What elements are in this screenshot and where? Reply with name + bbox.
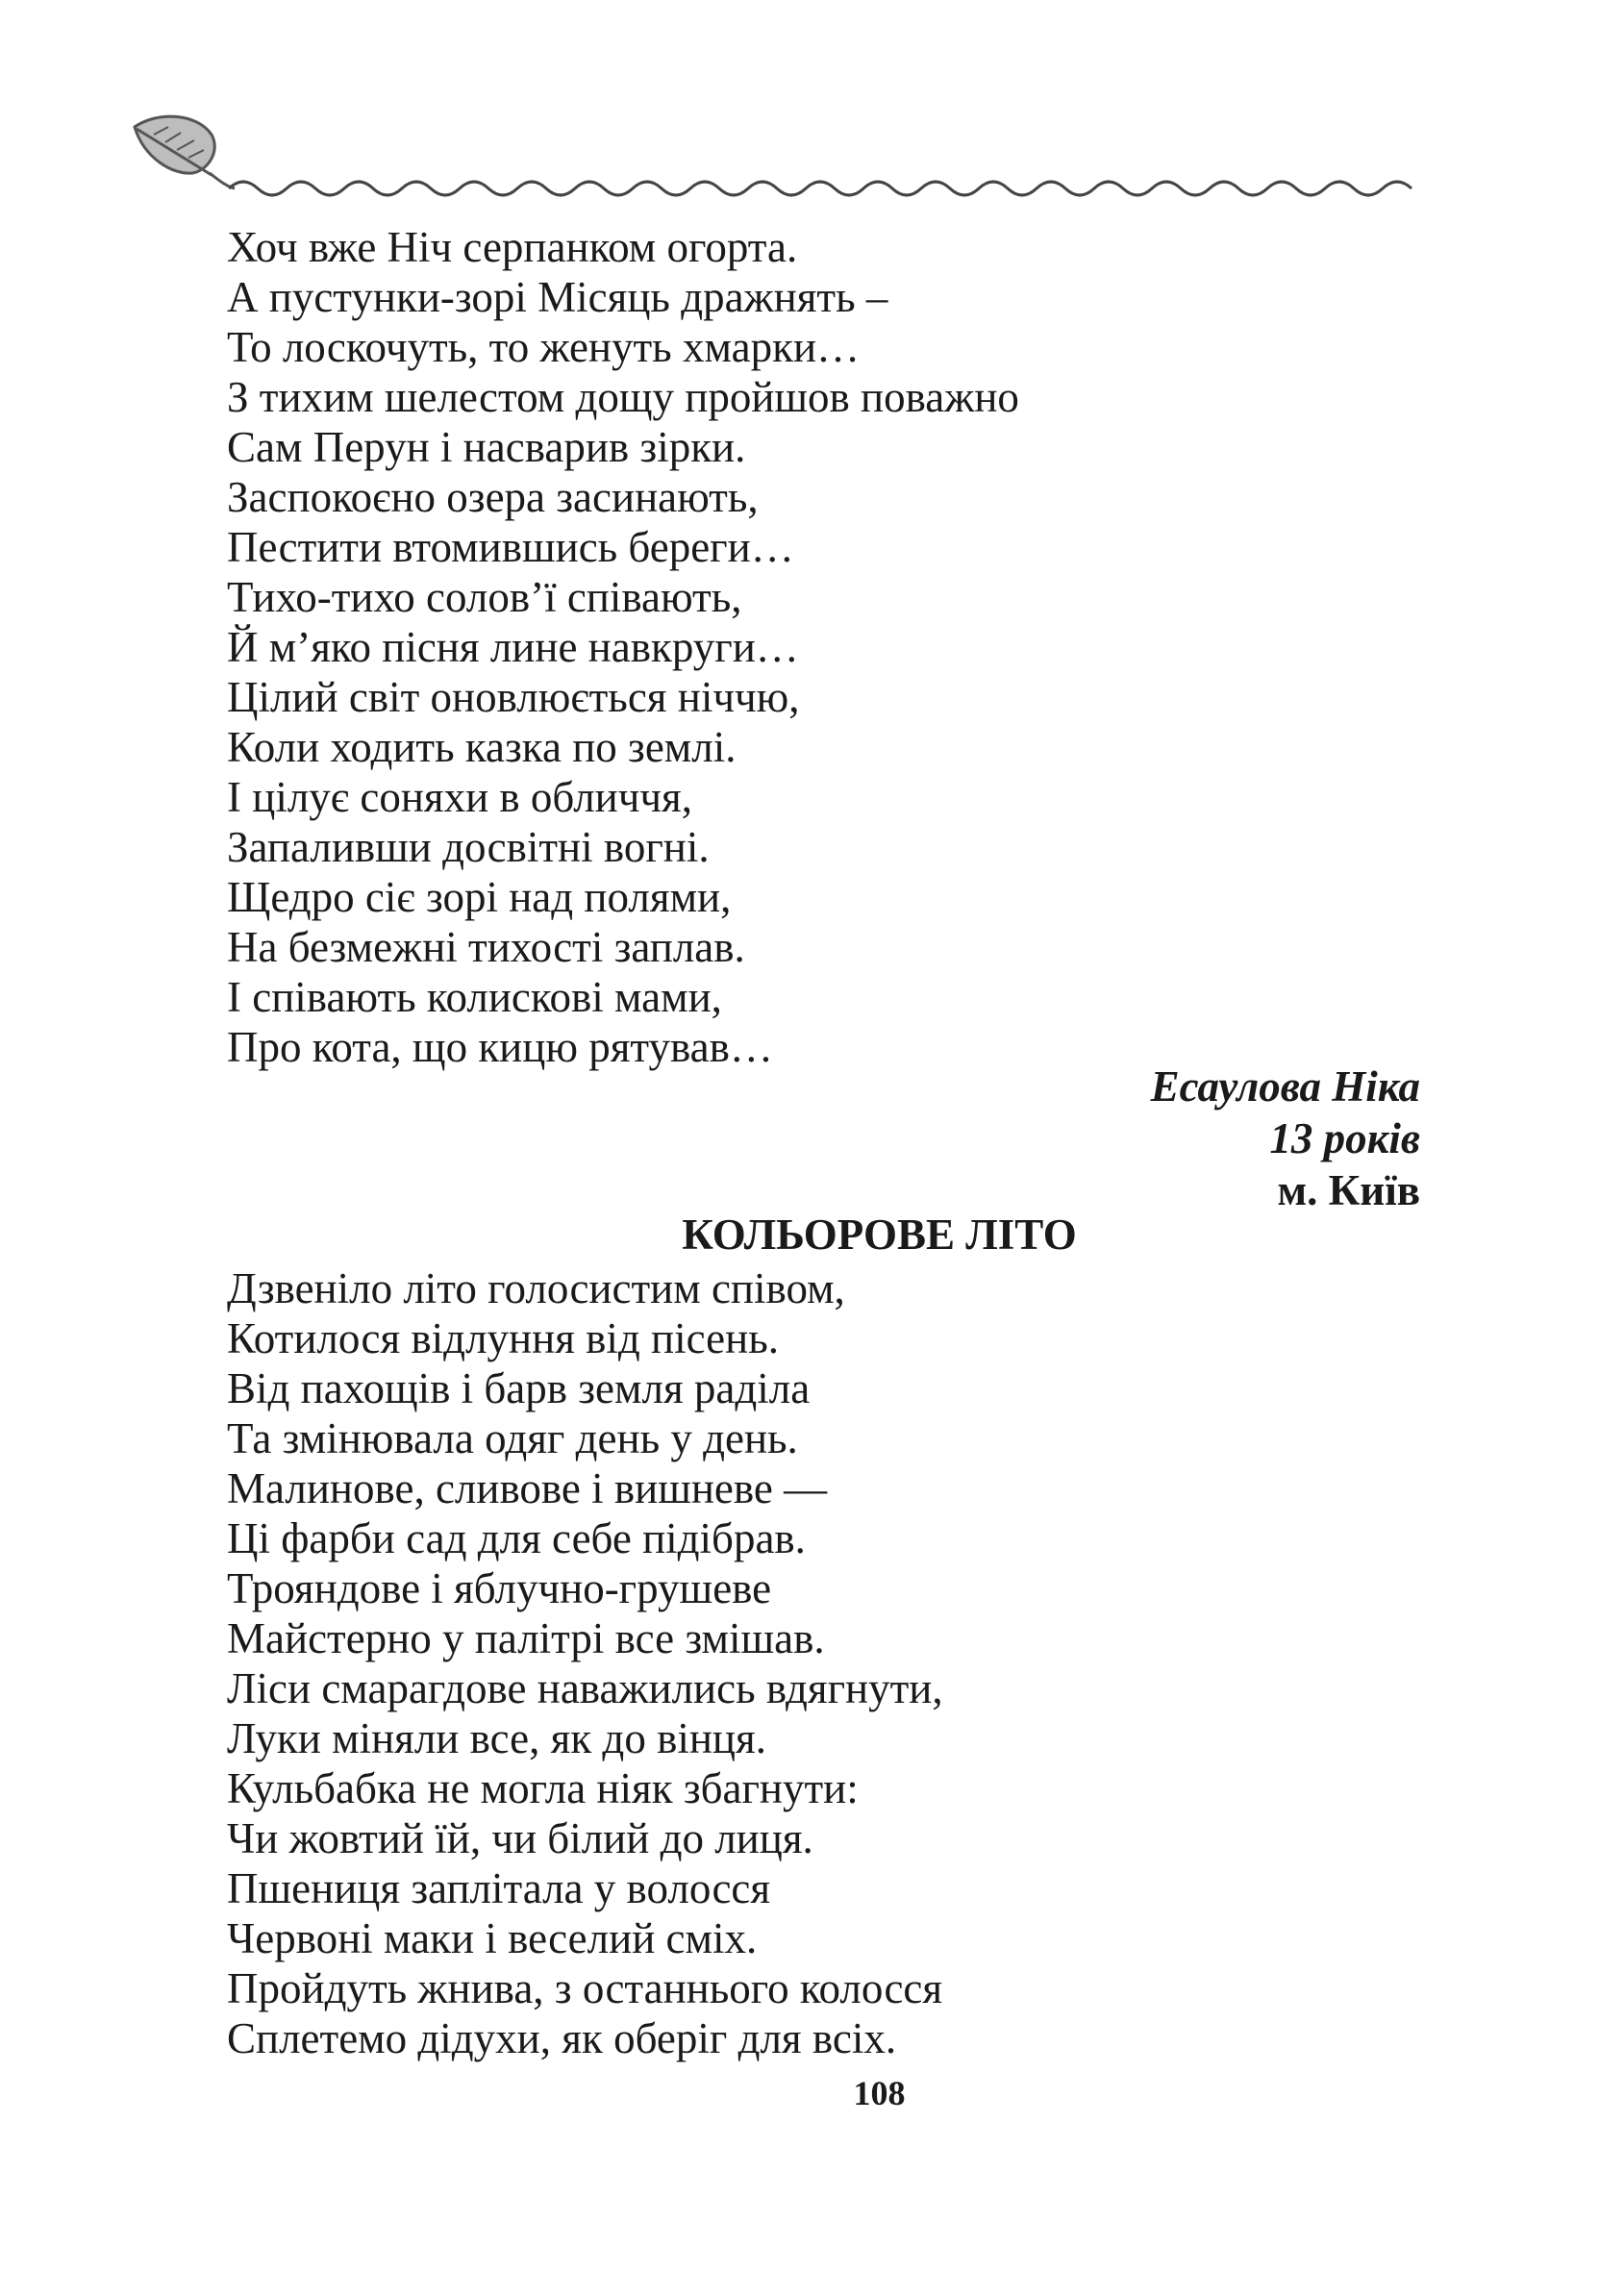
poem-line: Коли ходить казка по землі. bbox=[227, 723, 737, 771]
poem-line: Трояндове і яблучно-грушеве bbox=[227, 1564, 772, 1612]
poem-line: Ліси смарагдове наважились вдягнути, bbox=[227, 1664, 943, 1712]
author-age: 13 років bbox=[1269, 1114, 1420, 1162]
author-city: м. Київ bbox=[1277, 1166, 1420, 1214]
poem-line: Й м’яко пісня лине навкруги… bbox=[227, 623, 799, 671]
poem-line: Цілий світ оновлюється ніччю, bbox=[227, 673, 800, 721]
poem-line: Від пахощів і барв земля раділа bbox=[227, 1364, 811, 1412]
poem-line: Заспокоєно озера засинають, bbox=[227, 473, 759, 521]
poem-line: Щедро сіє зорі над полями, bbox=[227, 873, 732, 921]
poem-title: КОЛЬОРОВЕ ЛІТО bbox=[682, 1211, 1077, 1259]
poem-2 bbox=[227, 1263, 1429, 2063]
poem-line: Хоч вже Ніч серпанком огорта. bbox=[227, 223, 798, 271]
poem-line: Ці фарби сад для себе підібрав. bbox=[227, 1514, 806, 1562]
poem-line: Пройдуть жнива, з останнього колосся bbox=[227, 1964, 943, 2012]
poem-line: Луки міняли все, як до вінця. bbox=[227, 1714, 766, 1762]
poem-line: Пестити втомившись береги… bbox=[227, 523, 794, 571]
poem-line: Майстерно у палітрі все змішав. bbox=[227, 1614, 825, 1662]
poem-line: То лоскочуть, то женуть хмарки… bbox=[227, 323, 861, 371]
poem-line: Дзвеніло літо голосистим співом, bbox=[227, 1264, 845, 1312]
poem-1 bbox=[227, 222, 1429, 1072]
poem-line: Пшениця заплітала у волосся bbox=[227, 1864, 771, 1912]
author-signature bbox=[1151, 1061, 1420, 1216]
poem-line: Малинове, сливове і вишневе — bbox=[227, 1464, 828, 1512]
poem-line: Чи жовтий їй, чи білий до лиця. bbox=[227, 1814, 813, 1862]
author-name: Есаулова Ніка bbox=[1150, 1062, 1420, 1111]
feather-icon bbox=[135, 116, 235, 188]
poem-line: Про кота, що кицю рятував… bbox=[227, 1023, 773, 1071]
wavy-divider bbox=[229, 182, 1412, 195]
poem-line: Тихо-тихо солов’ї співають, bbox=[227, 573, 742, 621]
poem-line: На безмежні тихості заплав. bbox=[227, 923, 745, 971]
poem-line: Котилося відлуння від пісень. bbox=[227, 1314, 779, 1362]
page-number: 108 bbox=[853, 2074, 906, 2112]
poem-line: І співають колискові мами, bbox=[227, 973, 722, 1021]
poem-line: З тихим шелестом дощу пройшов поважно bbox=[227, 373, 1019, 421]
poem-line: Кульбабка не могла ніяк збагнути: bbox=[227, 1764, 859, 1812]
poem-line: Запаливши досвітні вогні. bbox=[227, 823, 710, 871]
poem-line: Сплетемо дідухи, як оберіг для всіх. bbox=[227, 2014, 897, 2062]
poem-line: І цілує соняхи в обличчя, bbox=[227, 773, 692, 821]
poem-line: Та змінювала одяг день у день. bbox=[227, 1414, 798, 1462]
poem-line: Сам Перун і насварив зірки. bbox=[227, 423, 746, 471]
feather-wave-ornament bbox=[115, 106, 1442, 212]
poem-line: А пустунки-зорі Місяць дражнять – bbox=[227, 273, 888, 321]
poem-line: Червоні маки і веселий сміх. bbox=[227, 1914, 758, 1962]
